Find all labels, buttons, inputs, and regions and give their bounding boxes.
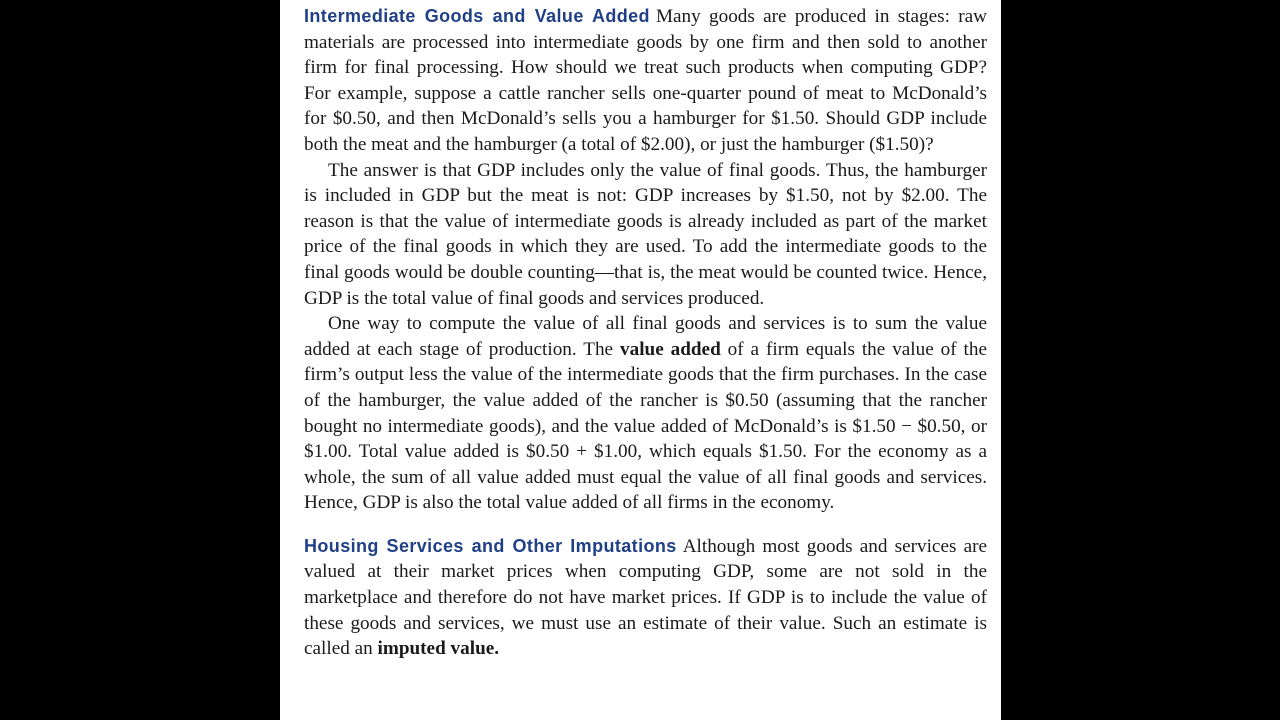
paragraph-text: The answer is that GDP includes only the value of final goods. Thus, the hamburger is included in GDP but the meat is not: GDP increases by $1.50, not by $2.00. The reason is that the value of intermediate goods is already included as part of the market price of the final goods in which they are used. To add the intermediate goods to the final goods would be double counting—that is, the meat would be counted twice. Hence, GDP is the total value of final goods and services produced. [304,159,987,309]
document-page [280,0,1001,720]
text-column [304,4,987,662]
key-term-value-added: value added [620,338,721,360]
section-divider-space [304,516,987,534]
paragraph-text: Many goods are produced in stages: raw materials are processed into intermediate goods by one firm and then sold to another firm for final processing. How should we treat such products when computing GDP? For example, suppose a cattle rancher sells one-quarter pound of meat to McDonald’s for $0.50, and then McDonald’s sells you a hamburger for $1.50. Should GDP include both the meat and the hamburger (a total of $2.00), or just the hamburger ($1.50)? [304,6,987,155]
key-term-imputed-value: imputed value. [377,638,500,660]
section-heading-intermediate-goods: Intermediate Goods and Value Added [304,6,650,26]
section-intermediate-goods-paragraph-2 [304,158,987,312]
section-intermediate-goods-paragraph-3 [304,311,987,516]
paragraph-text: One way to compute the value of all final goods and services is to sum the value added at each stage of production. The [304,313,987,360]
paragraph-text: Although most goods and services are valued at their market prices when computing GDP, some are not sold in the marketplace and therefore do not have market prices. If GDP is to include the value of these goods and services, we must use an estimate of their value. Such an estimate is called an [304,535,988,660]
section-intermediate-goods-paragraph-1 [304,4,987,158]
section-housing-services-paragraph-1 [304,534,987,662]
paragraph-text: of a firm equals the value of the firm’s output less the value of the intermediate goods that the firm purchases. In the case of the hamburger, the value added of the rancher is $0.50 (assuming that the rancher bought no intermediate goods), and the value added of McDonald’s is $1.50 − $0.50, or $1.00. Total value added is $0.50 + $1.00, which equals $1.50. For the economy as a whole, the sum of all value added must equal the value of all final goods and services. Hence, GDP is also the total value added of all firms in the economy. [304,338,987,514]
section-heading-housing-services: Housing Services and Other Imputations [304,535,677,556]
